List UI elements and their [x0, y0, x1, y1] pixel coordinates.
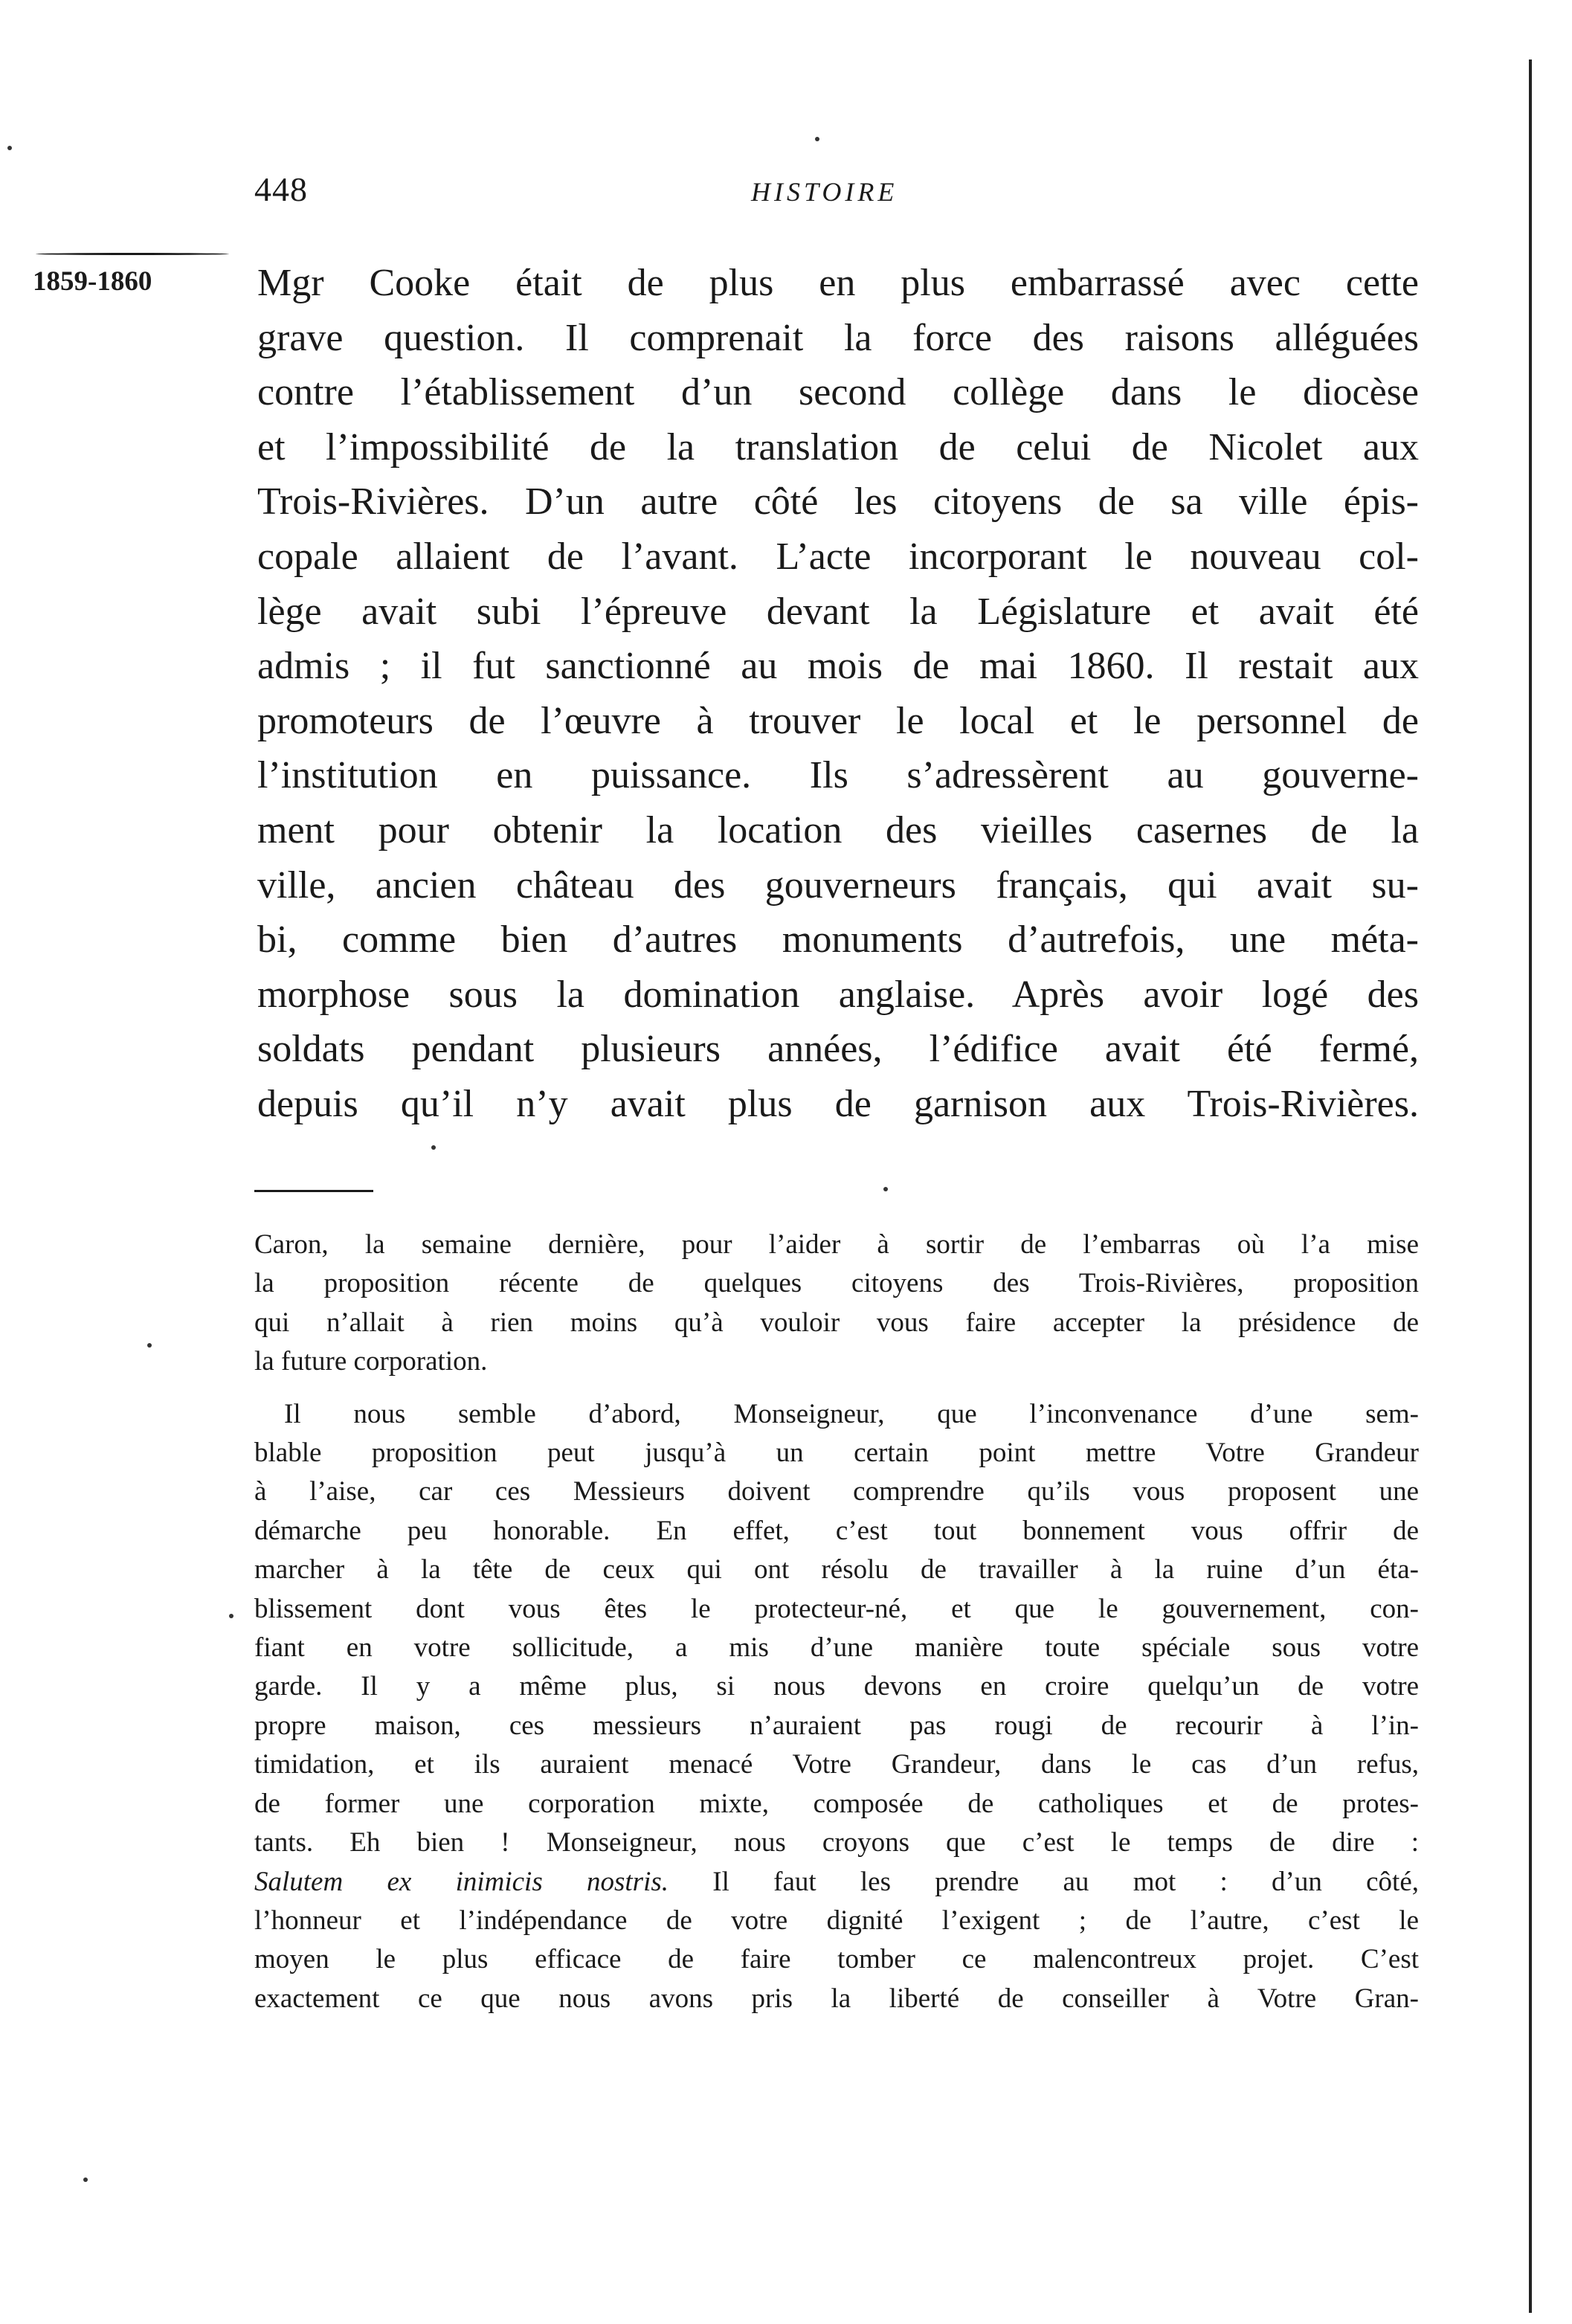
body-line: promoteurs de l’œuvre à trouver le local et le personnel de [257, 699, 1419, 742]
body-line: copale allaient de l’avant. L’acte incorporant le nouveau col- [257, 535, 1419, 578]
footnote-line: marcher à la tête de ceux qui ont résolu de travailler à la ruine d’un éta- [254, 1554, 1419, 1586]
footnote-line: la future corporation. [254, 1346, 488, 1377]
body-line: l’institution en puissance. Ils s’adressèrent au gouverne- [257, 754, 1419, 797]
speck [7, 146, 12, 150]
footnote-line: fiant en votre sollicitude, a mis d’une manière toute spéciale sous votre [254, 1632, 1419, 1664]
footnote-separator [254, 1190, 373, 1192]
margin-date-rule [36, 253, 229, 255]
body-line: ville, ancien château des gouverneurs français, qui avait su- [257, 863, 1419, 907]
body-line: ment pour obtenir la location des vieilles casernes de la [257, 808, 1419, 852]
footnote-line: de former une corporation mixte, composée de catholiques et de protes- [254, 1788, 1419, 1819]
body-line: et l’impossibilité de la translation de celui de Nicolet aux [257, 425, 1419, 469]
footnote-line: Il nous semble d’abord, Monseigneur, que l’inconvenance d’une sem- [284, 1398, 1419, 1429]
margin-date: 1859-1860 [33, 266, 152, 297]
body-line: bi, comme bien d’autres monuments d’autrefois, une méta- [257, 918, 1419, 962]
footnote [254, 1226, 1419, 2018]
footnote-quote-line [254, 1863, 1419, 1902]
body-line: grave question. Il comprenait la force des raisons alléguées [257, 316, 1419, 359]
footnote-line: la proposition récente de quelques citoyens des Trois-Rivières, proposition [254, 1268, 1419, 1299]
footnote-line: tants. Eh bien ! Monseigneur, nous croyons que c’est le temps de dire : [254, 1827, 1419, 1858]
running-head: HISTOIRE [751, 177, 898, 207]
body-line: Trois-Rivières. D’un autre côté les citoyens de sa ville épis- [257, 480, 1419, 524]
body-line: depuis qu’il n’y avait plus de garnison aux Trois-Rivières. [257, 1082, 1419, 1125]
body-line: lège avait subi l’épreuve devant la Législature et avait été [257, 590, 1419, 633]
footnote-line: garde. Il y a même plus, si nous devons en croire quelqu’un de votre [254, 1671, 1419, 1702]
footnote-line: qui n’allait à rien moins qu’à vouloir vous faire accepter la présidence de [254, 1307, 1419, 1338]
page-edge-line [1529, 59, 1532, 2313]
body-text [257, 256, 1419, 1132]
speck [431, 1145, 436, 1150]
footnote-line: propre maison, ces messieurs n’auraient pas rougi de recourir à l’in- [254, 1710, 1419, 1741]
latin-quote: Salutem ex inimicis nostris. [254, 1866, 669, 1897]
footnote-line: démarche peu honorable. En effet, c’est tout bonnement vous offrir de [254, 1515, 1419, 1546]
footnote-line: timidation, et ils auraient menacé Votre Grandeur, dans le cas d’un refus, [254, 1749, 1419, 1780]
footnote-line: moyen le plus efficace de faire tomber ce malencontreux projet. C’est [254, 1944, 1419, 1975]
footnote-line: blable proposition peut jusqu’à un certain point mettre Votre Grandeur [254, 1438, 1419, 1469]
speck [229, 1614, 233, 1618]
footnote-line: exactement ce que nous avons pris la liberté de conseiller à Votre Gran- [254, 1983, 1419, 2014]
speck [83, 2177, 88, 2182]
page-number: 448 [254, 170, 308, 208]
speck [883, 1187, 888, 1191]
footnote-line-rest: Il faut les prendre au mot : d’un côté, [669, 1866, 1420, 1897]
speck [815, 137, 819, 141]
footnote-line: à l’aise, car ces Messieurs doivent comprendre qu’ils vous proposent une [254, 1476, 1419, 1507]
body-line: morphose sous la domination anglaise. Après avoir logé des [257, 973, 1419, 1016]
body-line: contre l’établissement d’un second collège dans le diocèse [257, 371, 1419, 414]
body-line: Mgr Cooke était de plus en plus embarrassé avec cette [257, 262, 1419, 304]
speck [147, 1343, 152, 1348]
body-line: soldats pendant plusieurs années, l’édifice avait été fermé, [257, 1028, 1419, 1071]
footnote-line: Caron, la semaine dernière, pour l’aider à sortir de l’embarras où l’a mise [254, 1229, 1419, 1260]
footnote-line: blissement dont vous êtes le protecteur-né, et que le gouvernement, con- [254, 1593, 1419, 1624]
paragraph-gap [254, 1382, 1419, 1395]
footnote-line: l’honneur et l’indépendance de votre dignité l’exigent ; de l’autre, c’est le [254, 1905, 1419, 1936]
body-line: admis ; il fut sanctionné au mois de mai 1860. Il restait aux [257, 645, 1419, 688]
